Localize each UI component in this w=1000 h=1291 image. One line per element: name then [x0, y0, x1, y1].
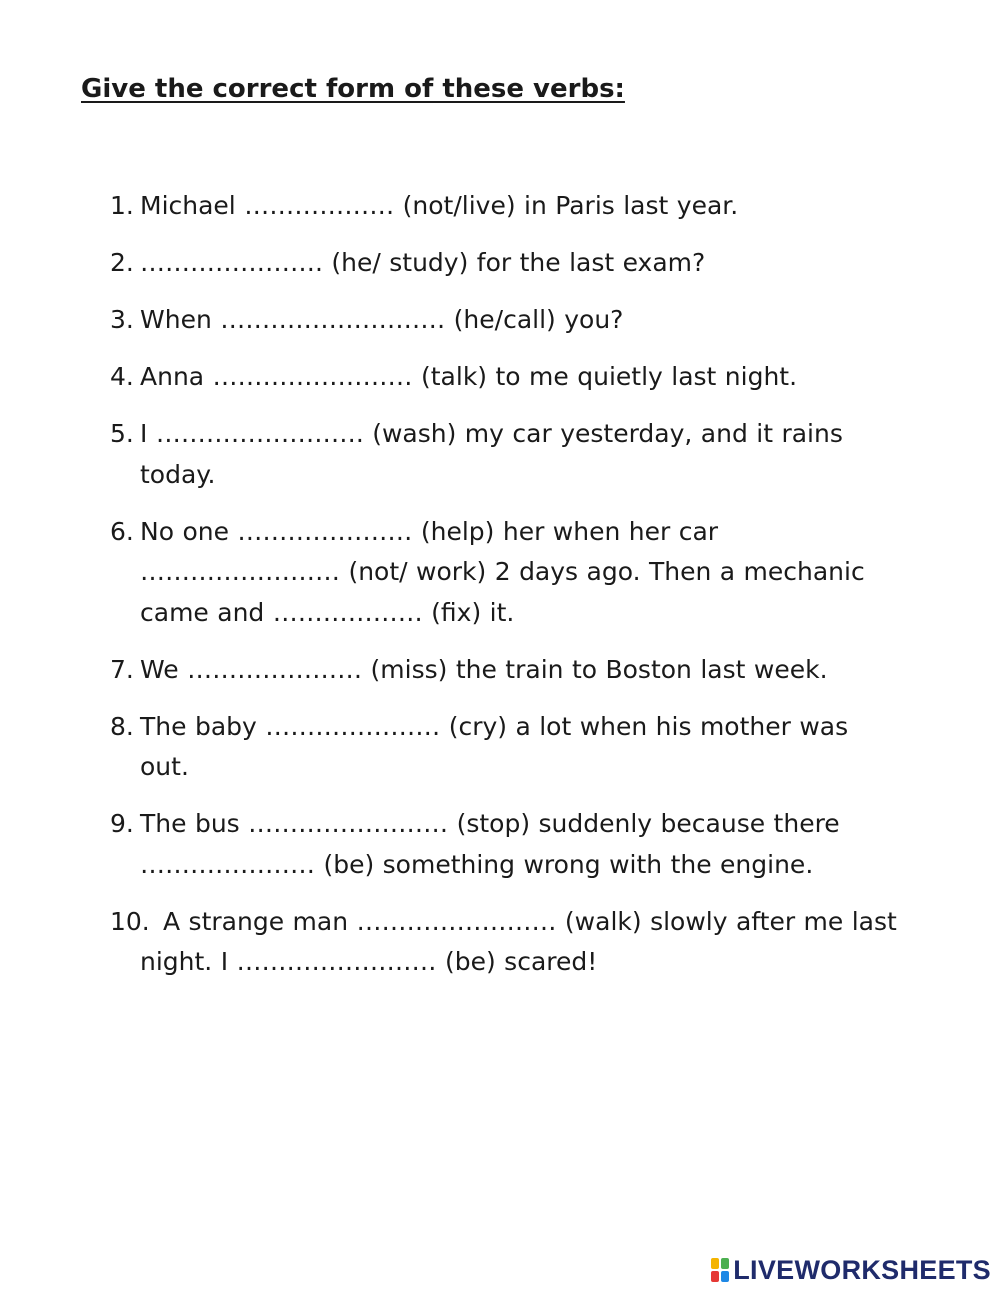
question-line: out.: [140, 752, 189, 781]
question-line: Anna …………………… (talk) to me quietly last night.: [140, 362, 798, 391]
question-item: [0, 902, 920, 983]
question-item: [0, 650, 920, 691]
question-item: [0, 300, 920, 341]
logo-square-icon: [721, 1271, 729, 1282]
question-line: We ………………… (miss) the train to Boston last week.: [140, 654, 828, 684]
liveworksheets-logo-icon: [710, 1257, 730, 1283]
question-number: 8.: [110, 711, 134, 741]
question-line: night. I …………………… (be) scared!: [140, 947, 598, 976]
question-line: today.: [140, 459, 216, 489]
worksheet-title: Give the correct form of these verbs:: [81, 74, 625, 104]
question-number: 7.: [110, 654, 134, 684]
liveworksheets-brand: [710, 1255, 991, 1285]
question-number: 9.: [110, 809, 134, 838]
question-line: No one ………………… (help) her when her car: [140, 516, 719, 546]
question-line: The bus …………………… (stop) suddenly because there: [140, 809, 840, 838]
question-item: [0, 357, 920, 398]
question-item: [0, 804, 920, 885]
question-line: …………………. (he/ study) for the last exam?: [140, 248, 706, 277]
question-number: 1.: [110, 191, 134, 220]
question-number: 5.: [110, 419, 134, 448]
question-line: I ……………………. (wash) my car yesterday, and it rains: [140, 419, 843, 448]
question-line: …………………… (not/ work) 2 days ago. Then a mechanic: [140, 557, 865, 586]
question-number: 6.: [110, 516, 134, 546]
question-number: 3.: [110, 305, 134, 334]
brand-name: LIVEWORKSHEETS: [733, 1255, 991, 1285]
question-line: came and ……………… (fix) it.: [140, 597, 515, 627]
logo-square-icon: [721, 1258, 729, 1269]
question-line: When ……………………… (he/call) you?: [140, 305, 624, 334]
question-line: Michael ……………… (not/live) in Paris last year.: [140, 191, 739, 220]
question-line: ………………… (be) something wrong with the engine.: [140, 849, 814, 879]
question-item: [0, 414, 920, 495]
question-number: 4.: [110, 362, 134, 391]
question-line: A strange man …………………… (walk) slowly after me last: [163, 906, 897, 936]
question-list: [0, 186, 1000, 999]
question-item: [0, 512, 920, 634]
logo-square-icon: [711, 1258, 719, 1269]
question-number: 10.: [110, 906, 150, 936]
question-number: 2.: [110, 248, 134, 277]
question-item: [0, 243, 920, 284]
question-item: [0, 707, 920, 788]
question-line: The baby ………………… (cry) a lot when his mother was: [140, 711, 849, 741]
logo-square-icon: [711, 1271, 719, 1282]
question-item: [0, 186, 920, 227]
